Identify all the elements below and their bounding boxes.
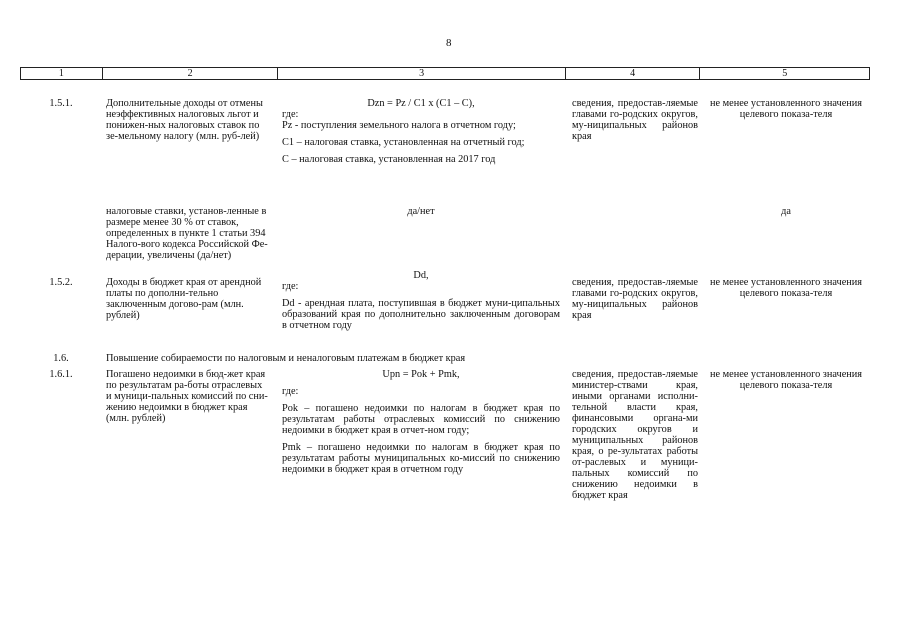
formula: Dd, bbox=[413, 270, 429, 281]
definition: Pz - поступления земельного налога в отчетном году; bbox=[282, 120, 516, 131]
col-header-3: 3 bbox=[278, 68, 565, 79]
col-header-1: 1 bbox=[21, 68, 103, 79]
target-value: не менее установленного значения целевого показа-теля bbox=[709, 277, 863, 299]
indicator-name: Доходы в бюджет края от арендной платы по дополни-тельно заключенным догово-рам (млн. рублей) bbox=[106, 277, 262, 321]
method-cell bbox=[282, 369, 560, 475]
table-header bbox=[20, 67, 870, 80]
where-label: где: bbox=[282, 281, 299, 292]
formula: Upn = Pok + Pmk, bbox=[382, 369, 460, 380]
where-label: где: bbox=[282, 386, 299, 397]
row-number: 1.6.1. bbox=[49, 369, 73, 380]
formula: Dzn = Pz / C1 x (C1 – C), bbox=[367, 98, 475, 109]
formula: да/нет bbox=[407, 206, 435, 217]
col-header-5: 5 bbox=[782, 68, 788, 79]
row-number: 1.5.1. bbox=[49, 98, 73, 109]
target-value: да bbox=[781, 206, 791, 217]
col-header-2: 2 bbox=[103, 68, 279, 79]
definition: C1 – налоговая ставка, установленная на отчетный год; bbox=[282, 137, 525, 148]
where-label: где: bbox=[282, 109, 299, 120]
target-value: не менее установленного значения целевого показа-теля bbox=[709, 98, 863, 120]
indicator-name: налоговые ставки, установ-ленные в размере менее 30 % от ставок, определенных в пункте 1 статьи 394 Налого-вого кодекса Российской Фе-дерации, увеличены (да/нет) bbox=[106, 206, 268, 261]
page-number: 8 bbox=[446, 37, 452, 49]
method-cell bbox=[282, 98, 560, 165]
definition: C – налоговая ставка, установленная на 2017 год bbox=[282, 154, 496, 165]
data-source: сведения, предостав-ляемые главами го-родских округов, му-ниципальных районов края bbox=[572, 98, 698, 142]
data-source: сведения, предостав-ляемые министер-ствами края, иными органами исполни-тельной власти края, финансовыми органа-ми городских округов и муниципальных районов края, о ре-зультатах работы от-раслевых и муници-пальных комиссий по снижению недоимки в бюджет края bbox=[572, 369, 698, 501]
definition: Dd - арендная плата, поступившая в бюджет муни-ципальных образований края по дополнительно заключенным договорам в отчетном году bbox=[282, 298, 560, 331]
section-number: 1.6. bbox=[53, 353, 69, 364]
definition: Pok – погашено недоимки по налогам в бюджет края по результатам работы отраслевых комиссий по снижению недоимки в бюджет края в отчет-ном году; bbox=[282, 403, 560, 436]
indicator-name: Дополнительные доходы от отмены неэффективных налоговых льгот и понижен-ных налоговых ставок по зе-мельному налогу (млн. руб-лей) bbox=[106, 98, 263, 142]
data-source: сведения, предостав-ляемые главами го-родских округов, му-ниципальных районов края bbox=[572, 277, 698, 321]
target-value: не менее установленного значения целевого показа-теля bbox=[709, 369, 863, 391]
indicator-name: Погашено недоимки в бюд-жет края по результатам ра-боты отраслевых и муници-пальных комиссий по сни-жению недоимки в бюджет края (млн. рублей) bbox=[106, 369, 268, 424]
section-title: Повышение собираемости по налоговым и неналоговым платежам в бюджет края bbox=[106, 353, 466, 364]
row-number: 1.5.2. bbox=[49, 277, 73, 288]
definition: Pmk – погашено недоимки по налогам в бюджет края по результатам работы муниципальных ко-миссий по снижению недоимки в бюджет края в отчетном году bbox=[282, 442, 560, 475]
method-cell bbox=[282, 270, 560, 331]
col-header-4: 4 bbox=[566, 68, 701, 79]
